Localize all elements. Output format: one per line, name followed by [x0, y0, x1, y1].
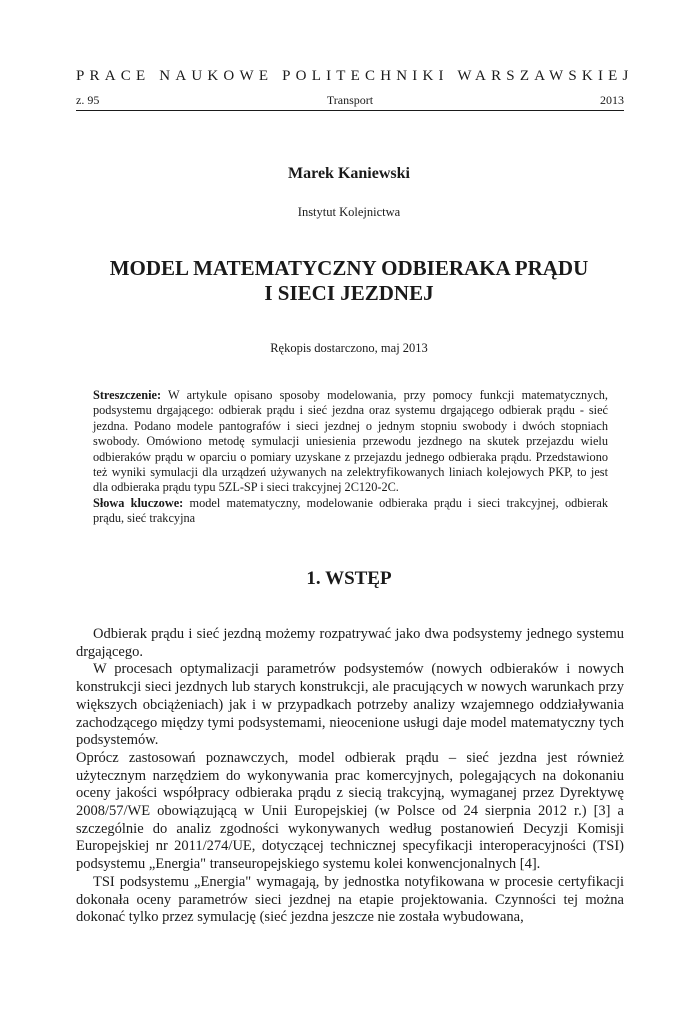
body-text [76, 626, 624, 927]
keywords-text: model matematyczny, modelowanie odbieraka prądu i sieci trakcyjnej, odbierak prądu, sieć trakcyjna [93, 495, 608, 526]
received-date: Rękopis dostarczono, maj 2013 [270, 341, 428, 355]
section-heading: 1. WSTĘP [306, 568, 392, 589]
body-paragraph-2: W procesach optymalizacji parametrów podsystemów (nowych odbieraków i nowych konstrukcji sieci jezdnych lub starych konstrukcji, ale pracujących w nowych warunkach przy większych obciążeniach) jak i w przypadkach potrzeby analizy wzajemnego oddziaływania zachodzącego między tymi podsystemami, nieocenione usługi daje model matematyczny tych podsystemów. [76, 661, 624, 749]
author-name: Marek Kaniewski [288, 165, 410, 182]
series-name: Transport [326, 93, 374, 107]
journal-title: PRACE NAUKOWE POLITECHNIKI WARSZAWSKIEJ [76, 68, 634, 84]
publication-year: 2013 [599, 93, 624, 107]
header-rule [76, 110, 624, 111]
keywords-label: Słowa kluczowe: [93, 495, 184, 510]
abstract-label: Streszczenie: [93, 388, 162, 402]
abstract-text: W artykule opisano sposoby modelowania, przy pomocy funkcji matematycznych, podsystemu drgającego: odbierak prądu i sieć jezdna oraz systemu drgającego odbierak prądu - sieć jezdna. Podano modele pantografów i sieci jezdnej o jednym stopniu swobody i dwóch stopniach swobody. Omówiono metodę symulacji uniesienia przewodu jezdnego na skutek przejazdu wielu odbieraków prądu w oparciu o pomiary uzyskane z przejazdu jednego odbieraka prądu. Przedstawiono też wyniki symulacji dla urządzeń używanych na zelektryfikowanych liniach kolejowych PKP, to jest dla odbieraka prądu typu 5ZL-SP i sieci trakcyjnej 2C120-2C. [93, 388, 608, 495]
body-paragraph-1: Odbierak prądu i sieć jezdną możemy rozpatrywać jako dwa podsystemy jednego systemu drgającego. [76, 626, 624, 660]
keywords-paragraph [93, 496, 608, 527]
body-paragraph-3: Oprócz zastosowań poznawczych, model odbierak prądu – sieć jezdna jest również użytecznym narzędziem do wykonywania prac komercyjnych, polegających na dokonaniu oceny jakości współpracy odbieraka prądu z siecią trakcyjną, wymaganej przez Dyrektywę 2008/57/WE obowiązującą w Unii Europejskiej (w Polsce od 24 sierpnia 2012 r.) [3] a szczególnie do analiz zgodności wykonywanych według postanowień Decyzji Komisji Europejskiej nr 2011/274/UE, dotyczącej technicznej specyfikacji interoperacyjności (TSI) podsystemu „Energia" transeuropejskiego systemu kolei konwencjonalnych [4]. [76, 749, 624, 873]
body-paragraph-4: TSI podsystemu „Energia" wymagają, by jednostka notyfikowana w procesie certyfikacji dokonała oceny parametrów sieci jezdnej na etapie projektowania. Czynności tej można dokonać tylko przez symulację (sieć jezdna jeszcze nie została wybudowana, [76, 873, 624, 926]
title-line-2: I SIECI JEZDNEJ [264, 281, 434, 305]
title-line-1: MODEL MATEMATYCZNY ODBIERAKA PRĄDU [109, 256, 589, 280]
abstract-paragraph [93, 388, 608, 496]
abstract [93, 388, 608, 527]
header-meta [76, 93, 624, 108]
article-title [0, 256, 698, 306]
author-affiliation: Instytut Kolejnictwa [297, 205, 401, 219]
issue-number: z. 95 [76, 93, 100, 107]
